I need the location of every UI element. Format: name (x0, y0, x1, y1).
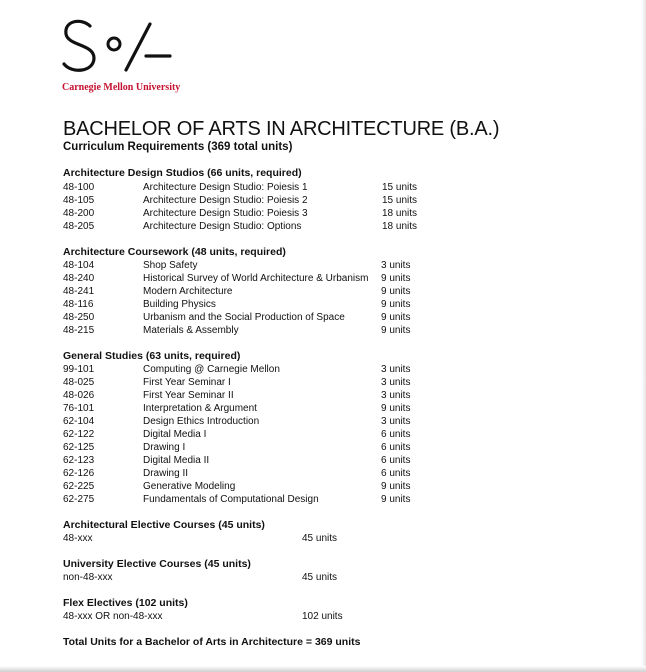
course-units: 18 units (382, 221, 418, 232)
course-name: Digital Media II (143, 455, 210, 466)
course-code: 48-026 (63, 390, 95, 401)
course-code: 48-025 (63, 377, 95, 388)
course-row (63, 194, 583, 207)
course-name: Historical Survey of World Architecture & Urbanism (143, 273, 369, 284)
course-code: 62-126 (63, 468, 95, 479)
course-code: 76-101 (63, 403, 95, 414)
section-heading-general-studies: General Studies (63 units, required) (63, 350, 241, 362)
course-code: 48-250 (63, 312, 95, 323)
course-code: 62-123 (63, 455, 95, 466)
total-units: Total Units for a Bachelor of Arts in Architecture = 369 units (63, 636, 361, 648)
course-code: 62-275 (63, 494, 95, 505)
course-units: 15 units (382, 195, 418, 206)
course-units: 3 units (381, 260, 411, 271)
course-code: 48-240 (63, 273, 95, 284)
course-row (63, 285, 583, 298)
course-row (63, 428, 583, 441)
course-name: Architecture Design Studio: Poiesis 2 (143, 195, 308, 206)
course-units: 9 units (381, 299, 411, 310)
course-code: 48-100 (63, 182, 95, 193)
section-heading-architectural-electives: Architectural Elective Courses (45 units) (63, 519, 265, 531)
page-title: BACHELOR OF ARTS IN ARCHITECTURE (B.A.) (63, 118, 500, 140)
course-name: Architecture Design Studio: Poiesis 3 (143, 208, 308, 219)
course-units: 3 units (381, 377, 411, 388)
course-name: Building Physics (143, 299, 216, 310)
course-name: Materials & Assembly (143, 325, 239, 336)
course-units: 9 units (381, 312, 411, 323)
course-row (63, 493, 583, 506)
course-row (63, 259, 583, 272)
logo-caption: Carnegie Mellon University (62, 82, 181, 93)
course-name: Drawing II (143, 468, 189, 479)
course-name: Fundamentals of Computational Design (143, 494, 319, 505)
course-name: Digital Media I (143, 429, 207, 440)
course-units: 45 units (302, 533, 338, 544)
course-name: Computing @ Carnegie Mellon (143, 364, 280, 375)
course-code: 62-122 (63, 429, 95, 440)
course-code: non-48-xxx (63, 572, 113, 583)
course-row (63, 207, 583, 220)
course-code: 48-xxx OR non-48-xxx (63, 611, 163, 622)
course-code: 48-xxx (63, 533, 93, 544)
course-units: 9 units (381, 481, 411, 492)
course-row (63, 571, 583, 584)
course-code: 48-105 (63, 195, 95, 206)
course-units: 6 units (381, 429, 411, 440)
course-row (63, 402, 583, 415)
course-units: 9 units (381, 286, 411, 297)
soa-logo-mark (60, 14, 180, 82)
course-name: Design Ethics Introduction (143, 416, 260, 427)
course-row (63, 363, 583, 376)
section-heading-coursework: Architecture Coursework (48 units, required) (63, 246, 286, 258)
course-row (63, 272, 583, 285)
course-code: 48-205 (63, 221, 95, 232)
course-name: Urbanism and the Social Production of Space (143, 312, 345, 323)
course-code: 99-101 (63, 364, 95, 375)
course-units: 9 units (381, 403, 411, 414)
course-units: 9 units (381, 273, 411, 284)
course-name: First Year Seminar II (143, 390, 234, 401)
course-row (63, 324, 583, 337)
course-row (63, 454, 583, 467)
course-name: Drawing I (143, 442, 186, 453)
course-units: 6 units (381, 468, 411, 479)
course-name: Architecture Design Studio: Poiesis 1 (143, 182, 308, 193)
course-name: Shop Safety (143, 260, 198, 271)
course-name: First Year Seminar I (143, 377, 231, 388)
course-row (63, 298, 583, 311)
course-name: Interpretation & Argument (143, 403, 257, 414)
course-code: 62-125 (63, 442, 95, 453)
course-code: 48-215 (63, 325, 95, 336)
course-row (63, 376, 583, 389)
page-edge-shadow-right (642, 0, 646, 672)
course-units: 102 units (302, 611, 343, 622)
course-units: 9 units (381, 494, 411, 505)
course-row (63, 480, 583, 493)
course-units: 3 units (381, 416, 411, 427)
course-row (63, 415, 583, 428)
section-heading-flex-electives: Flex Electives (102 units) (63, 597, 188, 609)
course-row (63, 181, 583, 194)
course-row (63, 311, 583, 324)
section-heading-university-electives: University Elective Courses (45 units) (63, 558, 251, 570)
section-heading-design-studios: Architecture Design Studios (66 units, required) (63, 167, 302, 179)
course-units: 45 units (302, 572, 338, 583)
course-units: 18 units (382, 208, 418, 219)
course-code: 48-200 (63, 208, 95, 219)
course-name: Architecture Design Studio: Options (143, 221, 302, 232)
page-subtitle: Curriculum Requirements (369 total units) (63, 141, 293, 153)
course-units: 3 units (381, 390, 411, 401)
course-code: 48-116 (63, 299, 94, 310)
course-row (63, 532, 583, 545)
course-row (63, 467, 583, 480)
course-units: 6 units (381, 455, 411, 466)
course-units: 6 units (381, 442, 411, 453)
course-code: 62-225 (63, 481, 95, 492)
course-row (63, 220, 583, 233)
course-code: 48-104 (63, 260, 95, 271)
course-units: 15 units (382, 182, 418, 193)
course-units: 9 units (381, 325, 411, 336)
soa-logo (60, 14, 180, 87)
course-row (63, 441, 583, 454)
page-edge-shadow-bottom (0, 666, 646, 672)
course-name: Modern Architecture (143, 286, 233, 297)
course-code: 48-241 (63, 286, 95, 297)
course-row (63, 389, 583, 402)
course-name: Generative Modeling (143, 481, 236, 492)
course-row (63, 610, 583, 623)
course-code: 62-104 (63, 416, 95, 427)
course-units: 3 units (381, 364, 411, 375)
